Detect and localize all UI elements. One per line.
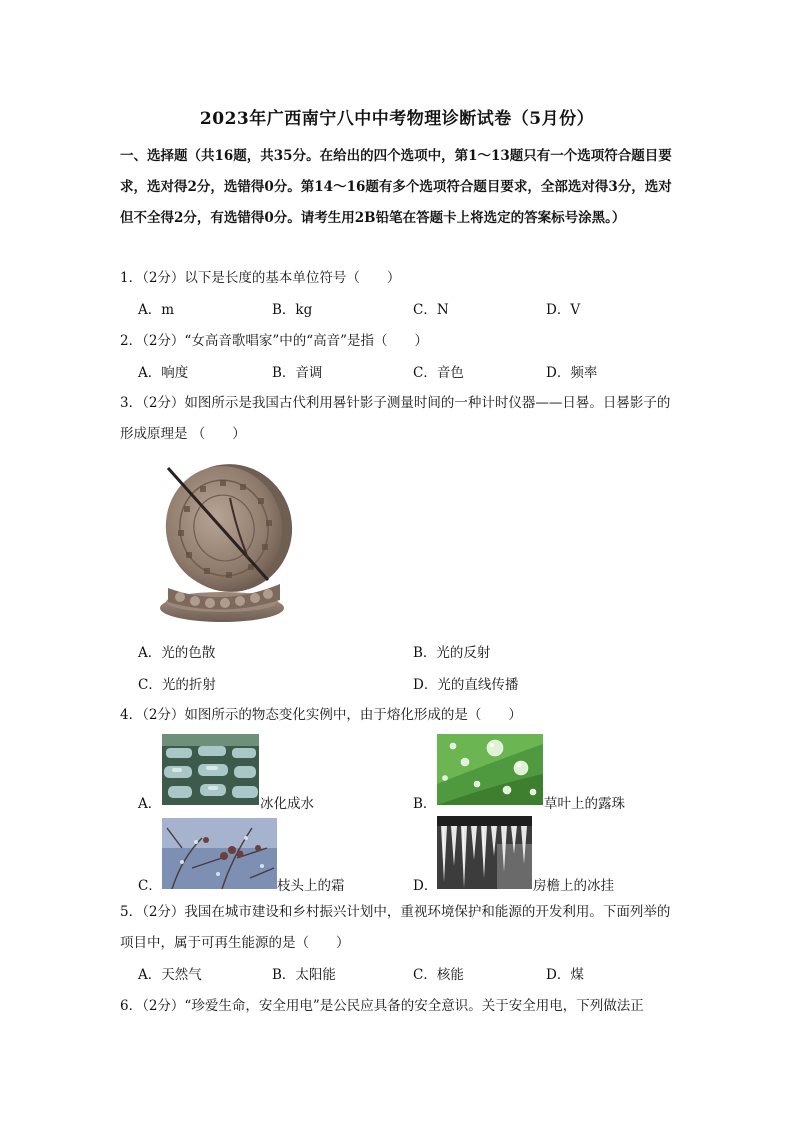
q2-option-a: A．响度 — [138, 365, 189, 381]
q4-option-d-label: 房檐上的冰挂 — [533, 878, 614, 894]
q4-option-b-letter: B． — [413, 796, 437, 812]
frost-on-branch-photo — [162, 818, 277, 889]
q5-option-a: A．天然气 — [138, 967, 202, 983]
q2-option-c: C．音色 — [413, 365, 464, 381]
sundial-photo — [140, 458, 308, 626]
question-1: 1．（2分）以下是长度的基本单位符号（ ） — [120, 270, 401, 286]
q1-option-a: A．m — [138, 302, 175, 318]
q3-option-b: B．光的反射 — [413, 645, 491, 661]
question-2: 2．（2分）“女高音歌唱家”中的“高音”是指（ ） — [120, 333, 429, 349]
q4-option-c-label: 枝头上的霜 — [277, 878, 345, 894]
ice-melting-photo — [162, 734, 259, 805]
q4-option-a-letter: A． — [138, 796, 162, 812]
q5-option-c: C．核能 — [413, 967, 464, 983]
q3-option-d: D．光的直线传播 — [413, 677, 519, 693]
q1-option-d: D．V — [546, 302, 581, 318]
question-3-text: 3．（2分）如图所示是我国古代利用晷针影子测量时间的一种计时仪器——日晷。日晷影子的形成原理是 （ ） — [120, 395, 671, 442]
q3-option-a: A．光的色散 — [138, 645, 216, 661]
q4-option-a-label: 冰化成水 — [260, 796, 314, 812]
q2-option-b: B．音调 — [272, 365, 323, 381]
q5-option-d: D．煤 — [546, 967, 584, 983]
q1-option-c: C．N — [413, 302, 449, 318]
question-4: 4．（2分）如图所示的物态变化实例中，由于熔化形成的是（ ） — [120, 707, 522, 723]
question-6: 6．（2分）“珍爱生命，安全用电”是公民应具备的安全意识。关于安全用电，下列做法正 — [120, 998, 644, 1014]
section-instructions: 一、选择题（共16题，共35分。在给出的四个选项中，第1～13题只有一个选项符合题目要求，选对得2分，选错得0分。第14～16题有多个选项符合题目要求，全部选对得3分，选对但不全得2分，有选错得0分。请考生用2B铅笔在答题卡上将选定的答案标号涂黑。） — [120, 148, 672, 226]
q4-option-b-label: 草叶上的露珠 — [544, 796, 625, 812]
q4-option-c-letter: C． — [138, 878, 162, 894]
page-title: 2023年广西南宁八中中考物理诊断试卷（5月份） — [199, 109, 595, 129]
question-3 — [120, 388, 680, 450]
q1-option-b: B．kg — [272, 302, 313, 318]
q4-option-d-letter: D． — [413, 878, 438, 894]
icicles-photo — [437, 816, 532, 889]
dew-on-leaf-photo — [437, 734, 543, 805]
q5-option-b: B．太阳能 — [272, 967, 336, 983]
question-5: 5．（2分）我国在城市建设和乡村振兴计划中，重视环境保护和能源的开发利用。下面列举的项目中，属于可再生能源的是（ ） — [120, 904, 671, 951]
q3-option-c: C．光的折射 — [138, 677, 216, 693]
q2-option-d: D．频率 — [546, 365, 598, 381]
